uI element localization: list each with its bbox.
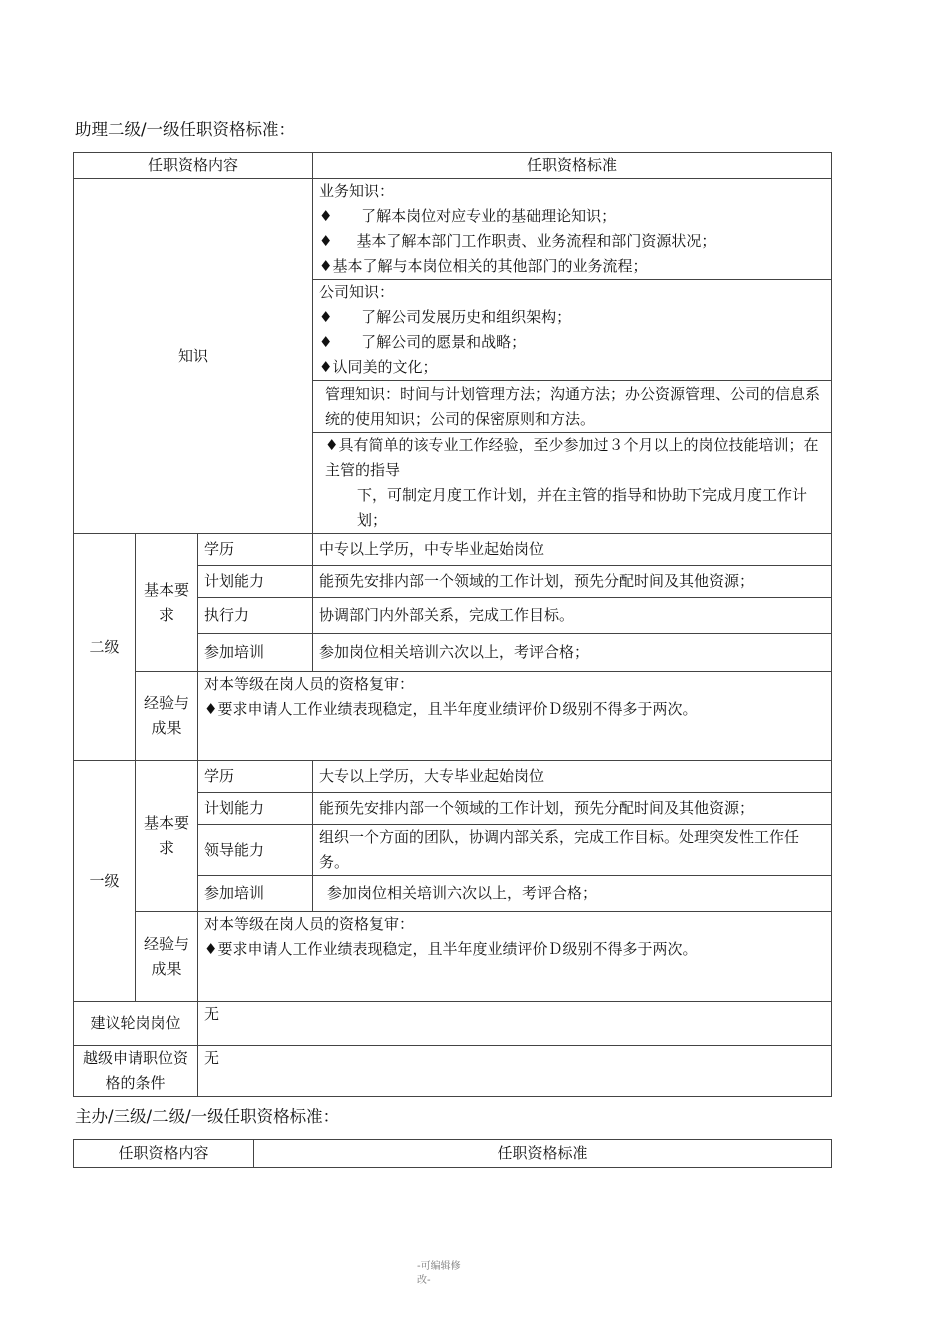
level1-exp-label: 经验与成果 (136, 912, 198, 1002)
experience-requirement (313, 433, 832, 534)
section2-title: 主办/三级/二级/一级任职资格标准： (75, 1107, 340, 1126)
header-standard: 任职资格标准 (313, 153, 832, 179)
table-row-value: 中专以上学历，中专毕业起始岗位 (313, 534, 832, 566)
list-item: ♦ 了解本岗位对应专业的基础理论知识； (319, 207, 617, 225)
experience-line-1: ♦具有简单的该专业工作经验，至少参加过３个月以上的岗位技能培训；在主管的指导 (325, 436, 819, 479)
table-row-value: 能预先安排内部一个领域的工作计划，预先分配时间及其他资源； (313, 793, 832, 825)
table-row-value: 协调部门内外部关系，完成工作目标。 (313, 598, 832, 634)
header-standard: 任职资格标准 (254, 1140, 832, 1168)
company-knowledge-cell (313, 280, 832, 381)
table-row-key: 参加培训 (198, 634, 313, 672)
exp-line-1: 对本等级在岗人员的资格复审： (204, 675, 415, 693)
header-content: 任职资格内容 (74, 153, 313, 179)
knowledge-label: 知识 (74, 179, 313, 534)
exp-line-2: ♦要求申请人工作业绩表现稳定，且半年度业绩评价Ｄ级别不得多于两次。 (204, 940, 698, 958)
list-item: ♦ 基本了解本部门工作职责、业务流程和部门资源状况； (319, 232, 717, 250)
table-row-key: 参加培训 (198, 876, 313, 912)
table-row-value: 能预先安排内部一个领域的工作计划，预先分配时间及其他资源； (313, 566, 832, 598)
level2-label: 二级 (74, 534, 136, 761)
level1-label: 一级 (74, 761, 136, 1002)
level1-exp-cell (198, 912, 832, 1002)
rotation-label: 建议轮岗岗位 (74, 1002, 198, 1046)
list-item: ♦ 了解公司发展历史和组织架构； (319, 308, 572, 326)
list-item: ♦ 了解公司的愿景和战略； (319, 333, 527, 351)
page-footer (417, 1260, 461, 1288)
table-row-key: 学历 (198, 761, 313, 793)
list-item: ♦基本了解与本岗位相关的其他部门的业务流程； (319, 257, 648, 275)
section1-title: 助理二级/一级任职资格标准： (75, 120, 296, 139)
table-row-value: 组织一个方面的团队，协调内部关系，完成工作目标。处理突发性工作任务。 (313, 825, 832, 876)
list-item: ♦认同美的文化； (319, 358, 438, 376)
management-knowledge: 管理知识：时间与计划管理方法；沟通方法；办公资源管理、公司的信息系统的使用知识；公司的保密原则和方法。 (313, 381, 832, 433)
qualification-table-1 (73, 152, 832, 1097)
footer-line-2: 改- (417, 1275, 431, 1286)
table-row-key: 学历 (198, 534, 313, 566)
table-row-value: 参加岗位相关培训六次以上，考评合格； (313, 634, 832, 672)
skip-level-value: 无 (198, 1046, 832, 1097)
table-row-key: 执行力 (198, 598, 313, 634)
level1-basic-label: 基本要求 (136, 761, 198, 912)
qualification-table-2 (73, 1139, 832, 1168)
experience-line-2: 下，可制定月度工作计划，并在主管的指导和协助下完成月度工作计划； (357, 486, 808, 529)
company-knowledge-title: 公司知识： (319, 283, 395, 301)
skip-level-label: 越级申请职位资格的条件 (74, 1046, 198, 1097)
header-content: 任职资格内容 (74, 1140, 254, 1168)
table-row-value: 大专以上学历，大专毕业起始岗位 (313, 761, 832, 793)
level2-basic-label: 基本要求 (136, 534, 198, 672)
table-row-value: 参加岗位相关培训六次以上，考评合格； (313, 876, 832, 912)
business-knowledge-cell (313, 179, 832, 280)
table-row-key: 计划能力 (198, 793, 313, 825)
footer-line-1: -可编辑修 (417, 1261, 461, 1272)
rotation-value: 无 (198, 1002, 832, 1046)
level2-exp-cell (198, 672, 832, 761)
table-row-key: 领导能力 (198, 825, 313, 876)
business-knowledge-title: 业务知识： (319, 182, 395, 200)
level2-exp-label: 经验与成果 (136, 672, 198, 761)
exp-line-2: ♦要求申请人工作业绩表现稳定，且半年度业绩评价Ｄ级别不得多于两次。 (204, 700, 698, 718)
exp-line-1: 对本等级在岗人员的资格复审： (204, 915, 415, 933)
table-row-key: 计划能力 (198, 566, 313, 598)
